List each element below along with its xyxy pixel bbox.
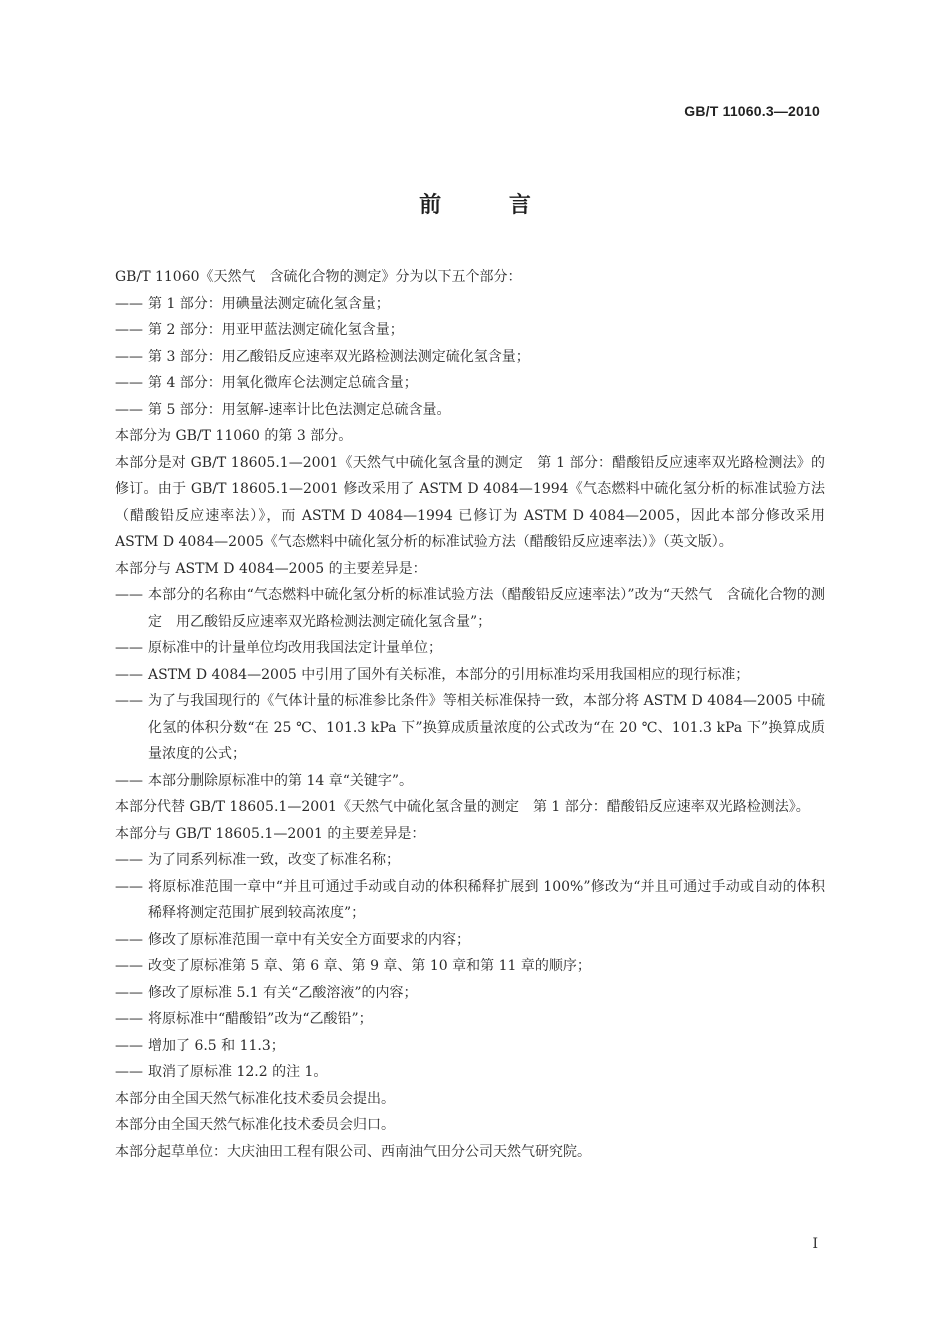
list-item <box>115 953 825 980</box>
list-item <box>115 1059 825 1086</box>
dash-mark: —— <box>115 1064 143 1080</box>
dash-mark: —— <box>115 375 143 391</box>
list-item-text: 本部分的名称由“气态燃料中硫化氢分析的标准试验方法（醋酸铅反应速率法）”改为“天然气 含硫化合物的测定 用乙酸铅反应速率双光路检测法测定硫化氢含量”； <box>148 587 825 630</box>
dash-mark: —— <box>115 322 143 338</box>
list-item-text: 将原标准中“醋酸铅”改为“乙酸铅”； <box>148 1011 373 1027</box>
dash-mark: —— <box>115 401 143 418</box>
paragraph: GB/T 11060《天然气 含硫化合物的测定》分为以下五个部分： <box>115 269 522 285</box>
list-item <box>115 874 825 927</box>
dash-mark: —— <box>115 1037 143 1054</box>
dash-mark: —— <box>115 348 143 365</box>
page-title: 前 言 <box>419 192 561 218</box>
list-item <box>115 847 825 874</box>
list-item-text: 为了同系列标准一致，改变了标准名称； <box>148 852 400 868</box>
paragraph: 本部分由全国天然气标准化技术委员会提出。 <box>115 1090 395 1107</box>
paragraph: 本部分与 ASTM D 4084—2005 的主要差异是： <box>115 560 427 577</box>
list-item-text: 增加了 6.5 和 11.3； <box>148 1037 285 1054</box>
dash-mark: —— <box>115 295 143 312</box>
paragraph: 本部分是对 GB/T 18605.1—2001《天然气中硫化氢含量的测定 第 1 部分：醋酸铅反应速率双光路检测法》的修订。由于 GB/T 18605.1—2001 修改采用了 ASTM D 4084—1994《气态燃料中硫化氢分析的标准试验方法（醋酸铅反应速率法）》，而 ASTM D 4084—1994 已修订为 ASTM D 4084—2005，因此本部分修改采用 ASTM D 4084—2005《气态燃料中硫化氢分析的标准试验方法（醋酸铅反应速率法）》（英文版）。 <box>115 454 825 550</box>
list-item <box>115 688 825 768</box>
list-item <box>115 1006 825 1033</box>
paragraph: 本部分与 GB/T 18605.1—2001 的主要差异是： <box>115 825 426 842</box>
list-item-text: 将原标准范围一章中“并且可通过手动或自动的体积稀释扩展到 100%”修改为“并且可通过手动或自动的体积稀释将测定范围扩展到较高浓度”； <box>148 878 825 921</box>
list-item-text: 第 3 部分：用乙酸铅反应速率双光路检测法测定硫化氢含量； <box>148 348 530 365</box>
list-item-text: 修改了原标准范围一章中有关安全方面要求的内容； <box>148 931 470 948</box>
dash-mark: —— <box>115 1011 143 1027</box>
list-item-text: ASTM D 4084—2005 中引用了国外有关标准，本部分的引用标准均采用我国相应的现行标准； <box>148 666 750 683</box>
list-item <box>115 344 825 371</box>
list-item <box>115 927 825 954</box>
list-item <box>115 317 825 344</box>
standard-code: GB/T 11060.3—2010 <box>684 103 820 119</box>
list-item <box>115 582 825 635</box>
list-item-text: 改变了原标准第 5 章、第 6 章、第 9 章、第 10 章和第 11 章的顺序； <box>148 958 591 974</box>
list-item-text: 修改了原标准 5.1 有关“乙酸溶液”的内容； <box>148 984 418 1001</box>
list-item <box>115 291 825 318</box>
list-item <box>115 1033 825 1060</box>
dash-mark: —— <box>115 666 143 683</box>
list-item-text: 本部分删除原标准中的第 14 章“关键字”。 <box>148 772 414 789</box>
list-item <box>115 397 825 424</box>
paragraph: 本部分为 GB/T 11060 的第 3 部分。 <box>115 428 353 444</box>
list-item <box>115 980 825 1007</box>
dash-mark: —— <box>115 984 143 1001</box>
dash-mark: —— <box>115 640 143 656</box>
dash-mark: —— <box>115 958 143 974</box>
list-item-text: 第 1 部分：用碘量法测定硫化氢含量； <box>148 295 390 312</box>
paragraph: 本部分起草单位：大庆油田工程有限公司、西南油气田分公司天然气研究院。 <box>115 1143 591 1160</box>
dash-mark: —— <box>115 587 143 603</box>
list-item-text: 第 4 部分：用氧化微库仑法测定总硫含量； <box>148 375 418 391</box>
list-item <box>115 662 825 689</box>
list-item <box>115 635 825 662</box>
list-item-text: 原标准中的计量单位均改用我国法定计量单位； <box>148 640 442 656</box>
paragraph: 本部分由全国天然气标准化技术委员会归口。 <box>115 1117 395 1133</box>
dash-mark: —— <box>115 693 143 709</box>
list-item <box>115 370 825 397</box>
foreword-body <box>115 264 825 1165</box>
list-item-text: 取消了原标准 12.2 的注 1。 <box>148 1064 328 1080</box>
list-item <box>115 768 825 795</box>
dash-mark: —— <box>115 931 143 948</box>
dash-mark: —— <box>115 878 143 895</box>
dash-mark: —— <box>115 772 143 789</box>
list-item-text: 第 2 部分：用亚甲蓝法测定硫化氢含量； <box>148 322 404 338</box>
list-item-text: 第 5 部分：用氢解-速率计比色法测定总硫含量。 <box>148 401 451 418</box>
paragraph: 本部分代替 GB/T 18605.1—2001《天然气中硫化氢含量的测定 第 1 部分：醋酸铅反应速率双光路检测法》。 <box>115 799 810 815</box>
dash-mark: —— <box>115 852 143 868</box>
list-item-text: 为了与我国现行的《气体计量的标准参比条件》等相关标准保持一致，本部分将 ASTM D 4084—2005 中硫化氢的体积分数“在 25 ℃、101.3 kPa 下”换算成质量浓度的公式改为“在 20 ℃、101.3 kPa 下”换算成质量浓度的公式； <box>148 693 825 762</box>
page-number: I <box>812 1236 818 1252</box>
